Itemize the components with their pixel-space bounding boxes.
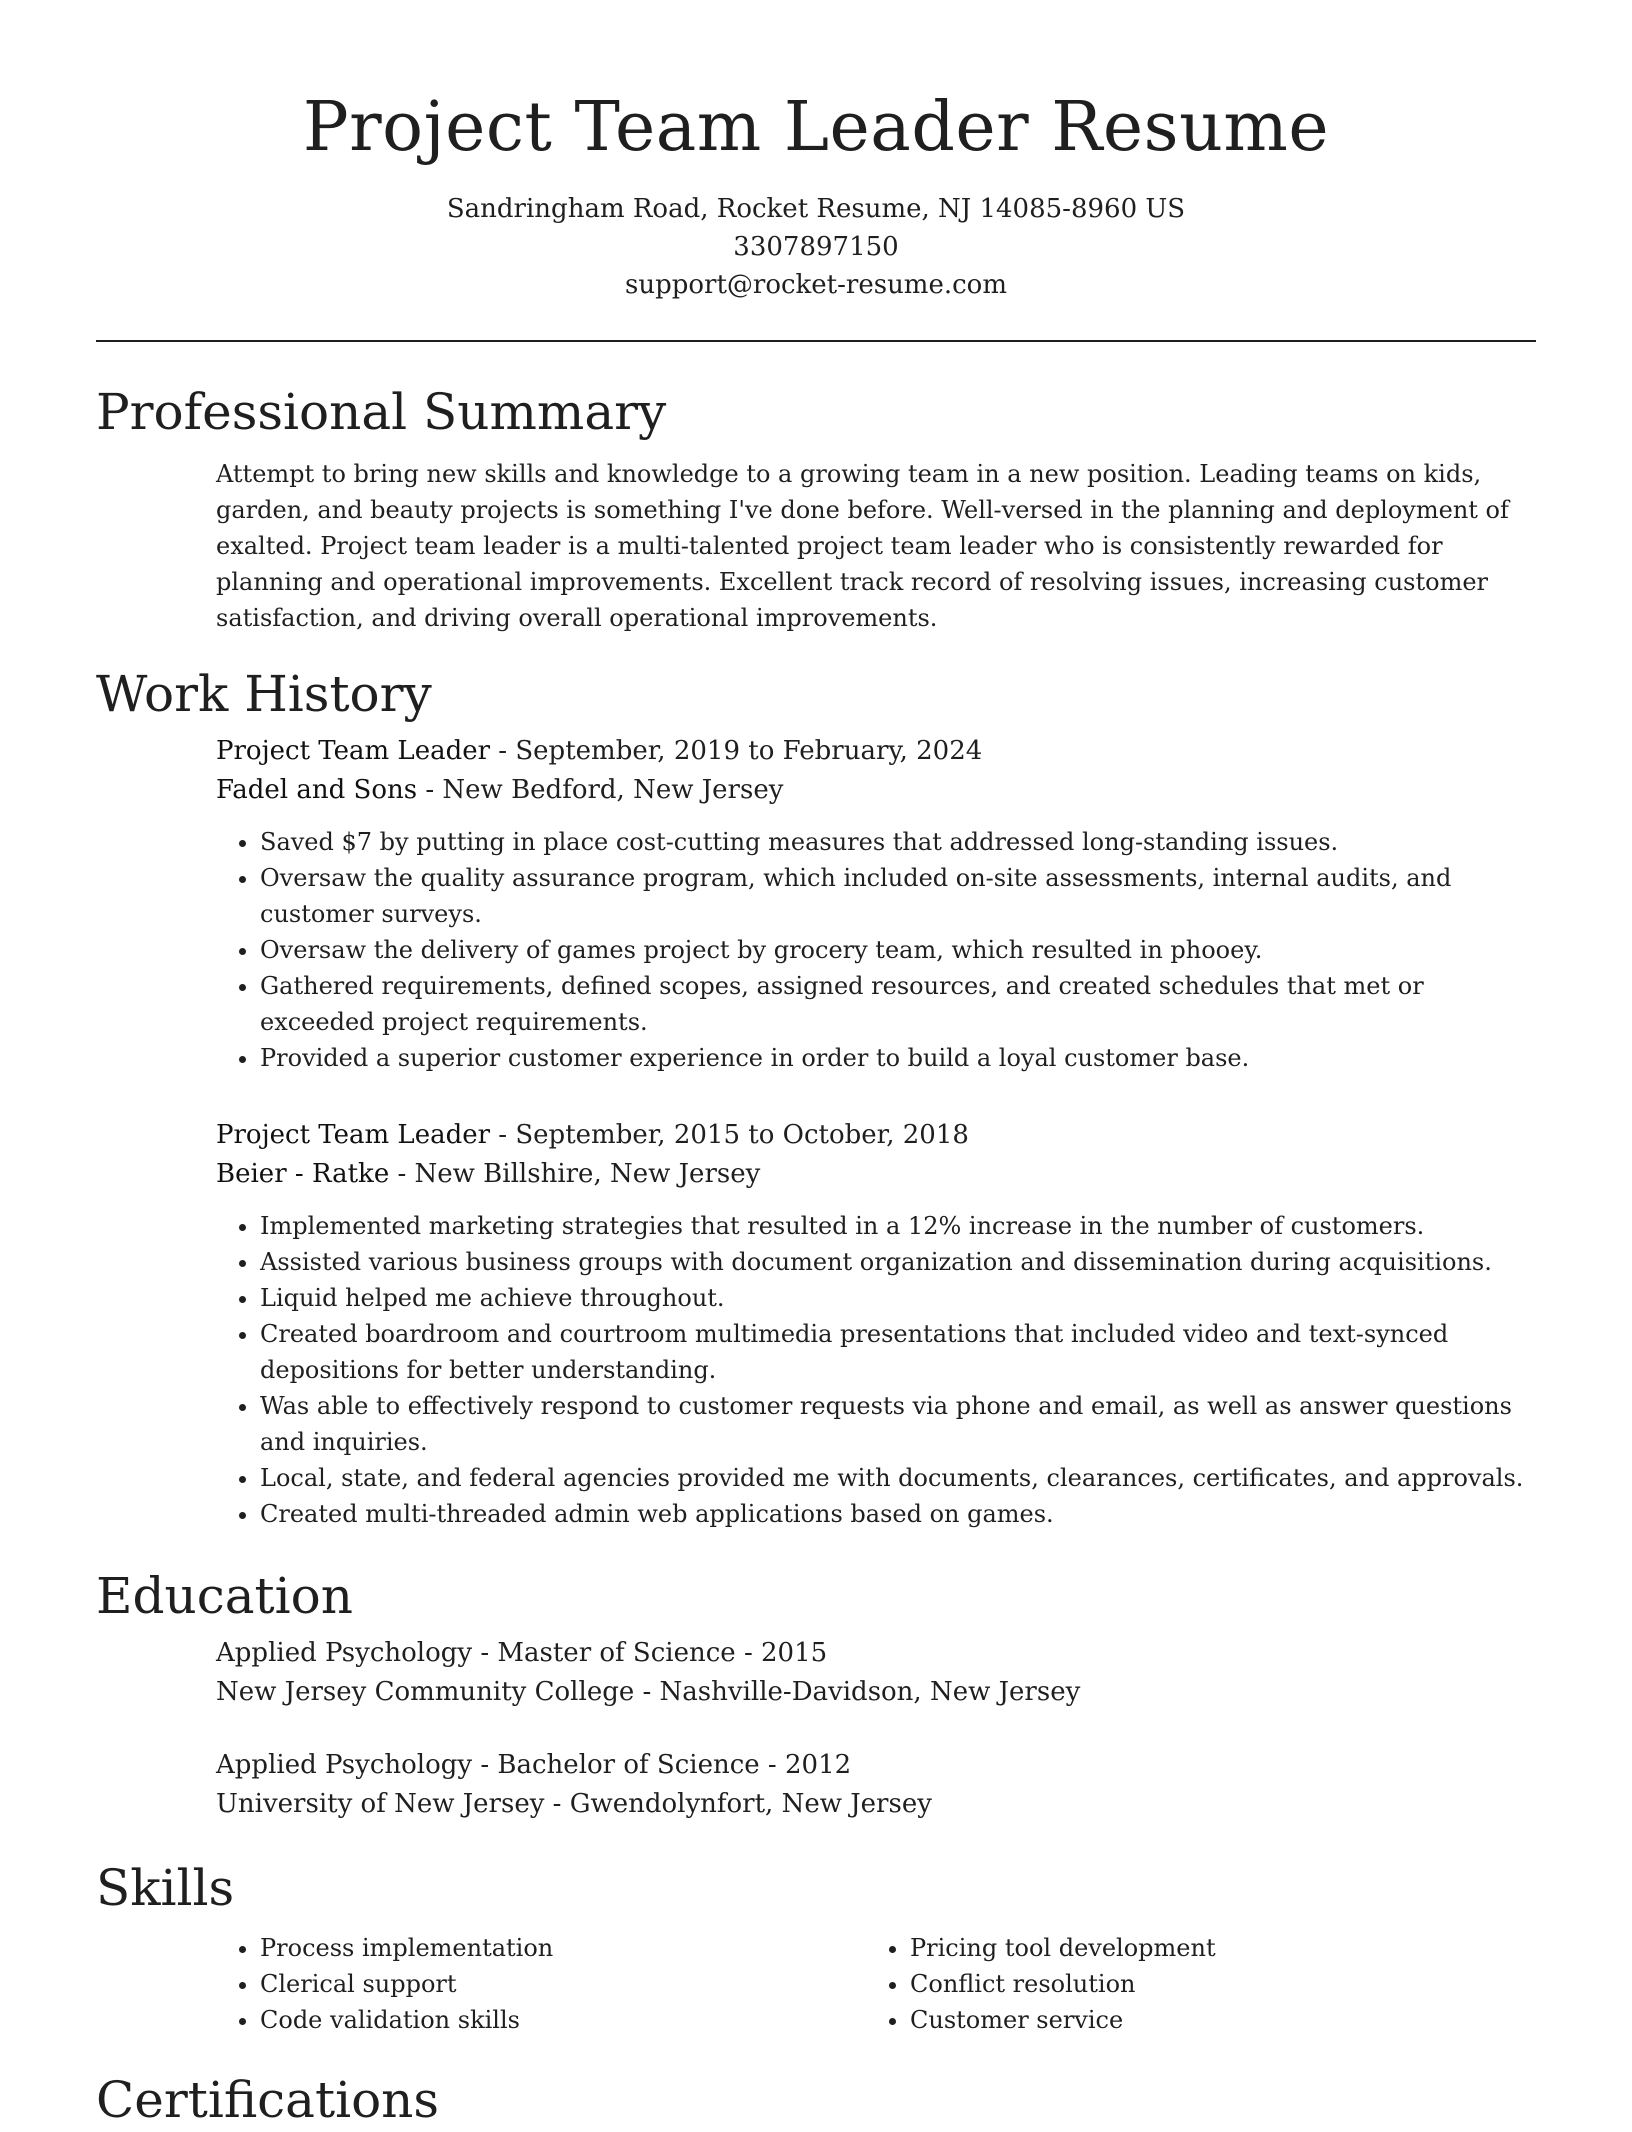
job-bullet: • Provided a superior customer experience in order to build a loyal customer base. xyxy=(260,1040,1540,1076)
education-entry xyxy=(216,1746,1536,1824)
education-school-line xyxy=(216,1785,1536,1824)
skills-list-right xyxy=(866,1930,1516,2038)
skill-item: • Conflict resolution xyxy=(910,1966,1516,2002)
skills-list-left xyxy=(216,1930,866,2038)
contact-address: Sandringham Road, Rocket Resume, NJ 14085-8960 US xyxy=(446,194,1186,224)
job-role: Project Team Leader xyxy=(216,1120,491,1150)
education-school: New Jersey Community College xyxy=(216,1677,635,1707)
job-role: Project Team Leader xyxy=(216,736,491,766)
job-title-line xyxy=(216,732,1536,771)
job-bullet: • Gathered requirements, defined scopes, assigned resources, and created schedules that met or exceeded project requirements. xyxy=(260,968,1540,1040)
job-title-line xyxy=(216,1116,1536,1155)
job-bullet: • Saved $7 by putting in place cost-cutting measures that addressed long-standing issues. xyxy=(260,824,1540,860)
skill-item: • Customer service xyxy=(910,2002,1516,2038)
summary-text: Attempt to bring new skills and knowledge to a growing team in a new position. Leading teams on kids, garden, and beauty projects is something I've done before. Well-versed in the planning and deployment of exalted. Project team leader is a multi-talented project team leader who is consistently rewarded for planning and operational improvements. Excellent track record of resolving issues, increasing customer satisfaction, and driving overall operational improvements. xyxy=(216,460,1509,632)
education-school-line xyxy=(216,1673,1536,1712)
skill-item: • Pricing tool development xyxy=(910,1930,1516,1966)
job-bullet: • Oversaw the quality assurance program, which included on-site assessments, internal audits, and customer surveys. xyxy=(260,860,1540,932)
job-bullet: • Assisted various business groups with document organization and dissemination during acquisitions. xyxy=(260,1244,1540,1280)
job-location: - New Billshire, New Jersey xyxy=(389,1159,761,1189)
job-list xyxy=(216,732,1536,1532)
education-heading: Education xyxy=(96,1567,353,1625)
education-section xyxy=(96,1564,1536,1824)
skill-item: • Clerical support xyxy=(260,1966,866,2002)
skill-item: • Code validation skills xyxy=(260,2002,866,2038)
job-company-line xyxy=(216,1155,1536,1194)
job-bullet: • Oversaw the delivery of games project by grocery team, which resulted in phooey. xyxy=(260,932,1540,968)
job-entry xyxy=(216,1116,1536,1532)
summary-heading: Professional Summary xyxy=(96,383,667,441)
resume-title: Project Team Leader Resume xyxy=(302,88,1330,167)
work-history-section xyxy=(96,662,1536,1532)
job-bullets xyxy=(216,824,1540,1076)
work-history-heading: Work History xyxy=(96,665,432,723)
education-entry xyxy=(216,1634,1536,1712)
contact-email: support@rocket-resume.com xyxy=(624,270,1007,300)
job-company-line xyxy=(216,771,1536,810)
education-location: - Gwendolynfort, New Jersey xyxy=(544,1789,932,1819)
summary-section xyxy=(96,380,1536,636)
job-entry xyxy=(216,732,1536,1076)
job-bullet: • Created multi-threaded admin web applications based on games. xyxy=(260,1496,1540,1532)
job-dates: - September, 2015 to October, 2018 xyxy=(490,1120,969,1150)
education-degree: Applied Psychology - Bachelor of Science - 2012 xyxy=(216,1750,852,1780)
skills-heading: Skills xyxy=(96,1859,235,1917)
education-list xyxy=(216,1634,1536,1824)
skills-columns xyxy=(216,1930,1536,2038)
skills-section xyxy=(96,1856,1536,2038)
certifications-section xyxy=(96,2068,1536,2132)
job-bullet: • Liquid helped me achieve throughout. xyxy=(260,1280,1540,1316)
resume-page xyxy=(96,0,1536,2129)
education-school: University of New Jersey xyxy=(216,1789,545,1819)
contact-block xyxy=(96,190,1536,304)
resume-header xyxy=(96,0,1536,342)
job-dates: - September, 2019 to February, 2024 xyxy=(490,736,983,766)
skill-item: • Process implementation xyxy=(260,1930,866,1966)
job-bullet: • Created boardroom and courtroom multimedia presentations that included video and text-synced depositions for better understanding. xyxy=(260,1316,1540,1388)
education-degree: Applied Psychology - Master of Science - 2015 xyxy=(216,1638,828,1668)
job-bullet: • Implemented marketing strategies that resulted in a 12% increase in the number of customers. xyxy=(260,1208,1540,1244)
job-bullet: • Local, state, and federal agencies provided me with documents, clearances, certificates, and approvals. xyxy=(260,1460,1540,1496)
job-bullet: • Was able to effectively respond to customer requests via phone and email, as well as answer questions and inquiries. xyxy=(260,1388,1540,1460)
certifications-heading: Certifications xyxy=(96,2071,440,2129)
job-location: - New Bedford, New Jersey xyxy=(417,775,784,805)
contact-phone: 3307897150 xyxy=(733,232,899,262)
job-company: Beier - Ratke xyxy=(216,1159,390,1189)
header-divider xyxy=(96,340,1536,342)
education-location: - Nashville-Davidson, New Jersey xyxy=(634,1677,1081,1707)
job-company: Fadel and Sons xyxy=(216,775,418,805)
job-bullets xyxy=(216,1208,1540,1532)
